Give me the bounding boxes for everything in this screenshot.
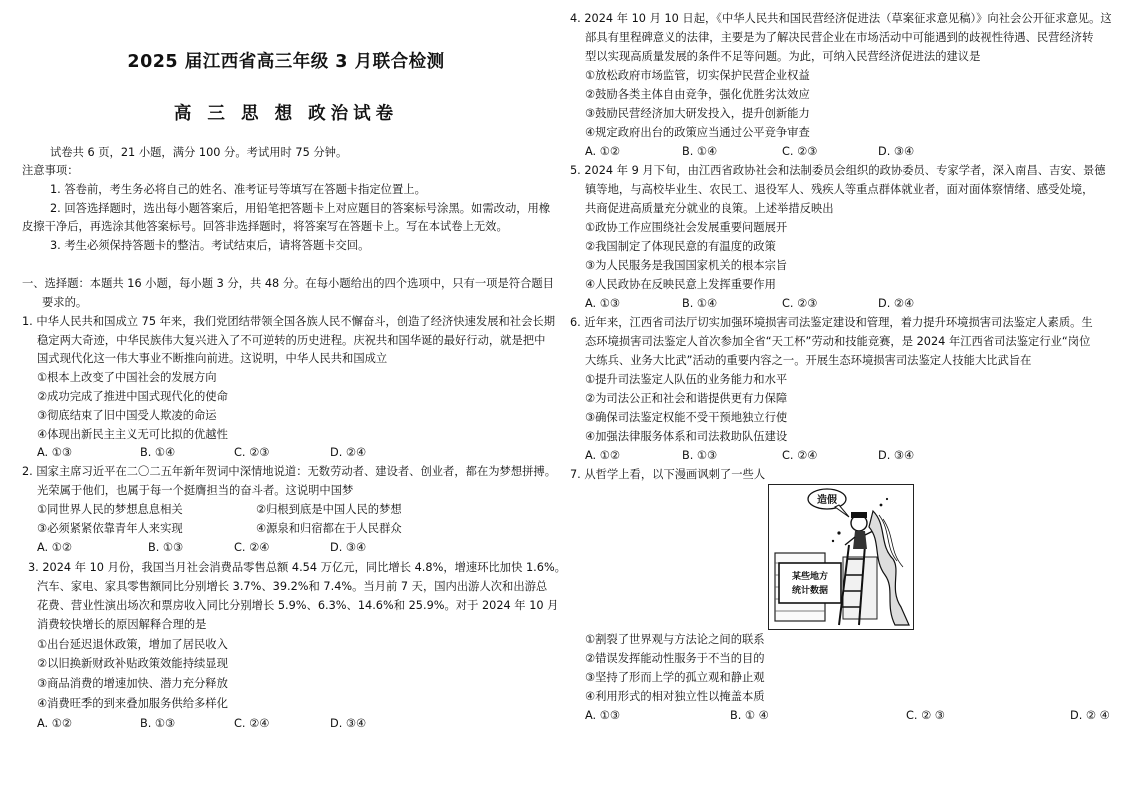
choice-d[interactable]: D. ③④	[330, 717, 367, 730]
choice-b[interactable]: B. ①③	[148, 541, 184, 554]
statement-item: ①政协工作应围绕社会发展重要问题展开	[585, 221, 788, 234]
choice-b[interactable]: B. ①④	[140, 446, 176, 459]
statement-item: ①根本上改变了中国社会的发展方向	[37, 371, 217, 384]
statement-item: ②鼓励各类主体自由竞争，强化优胜劣汰效应	[585, 88, 810, 101]
statement-item: ④加强法律服务体系和司法救助队伍建设	[585, 430, 788, 443]
statement-item: ①放松政府市场监管，切实保护民营企业权益	[585, 69, 810, 82]
choice-c[interactable]: C. ②④	[782, 449, 818, 462]
question-stem: 3. 2024 年 10 月份，我国当月社会消费品零售总额 4.54 万亿元，同比增长 4.8%，增速环比加快 1.6%。	[28, 561, 566, 574]
section-heading-cont: 要求的。	[42, 296, 88, 309]
question-stem: 态环境损害司法鉴定人首次参加全省“天工杯”劳动和技能竞赛，是 2024 年江西省司法鉴定行业“岗位	[585, 335, 1091, 348]
choice-b[interactable]: B. ①③	[682, 449, 718, 462]
choice-c[interactable]: C. ②③	[234, 446, 270, 459]
statement-item: ②以旧换新财政补贴政策效能持续显现	[37, 657, 228, 670]
choice-d[interactable]: D. ③④	[878, 145, 915, 158]
question-stem: 共商促进高质量充分就业的良策。上述举措反映出	[585, 202, 834, 215]
statement-item: ③为人民服务是我国国家机关的根本宗旨	[585, 259, 788, 272]
exam-title: 2025 届江西省高三年级 3 月联合检测	[127, 52, 445, 72]
question-stem: 大练兵、业务大比武”活动的重要内容之一。开展生态环境损害司法鉴定人技能大比武旨在	[585, 354, 1032, 367]
statement-item: ③必须紧紧依靠青年人来实现	[37, 522, 183, 535]
choice-c[interactable]: C. ② ③	[906, 709, 945, 722]
choice-a[interactable]: A. ①②	[37, 717, 72, 730]
question-stem: 光荣属于他们，也属于每一个挺膺担当的奋斗者。这说明中国梦	[37, 484, 354, 497]
question-stem: 国式现代化这一伟大事业不断推向前进。这说明，中华人民共和国成立	[37, 352, 388, 365]
choice-a[interactable]: A. ①③	[37, 446, 72, 459]
exam-subtitle: 高 三 思 想 政治试卷	[173, 104, 399, 124]
question-stem: 4. 2024 年 10 月 10 日起，《中华人民共和国民营经济促进法（草案征求意见稿）》向社会公开征求意见。这	[570, 12, 1112, 25]
choice-a[interactable]: A. ①②	[585, 449, 620, 462]
statement-item: ②归根到底是中国人民的梦想	[256, 503, 402, 516]
question-stem: 1. 中华人民共和国成立 75 年来，我们党团结带领全国各族人民不懈奋斗，创造了经济快速发展和社会长期	[22, 315, 555, 328]
choice-a[interactable]: A. ①②	[585, 145, 620, 158]
statement-item: ④人民政协在反映民意上发挥重要作用	[585, 278, 776, 291]
question-stem: 稳定两大奇迹，中华民族伟大复兴进入了不可逆转的历史进程。庆祝共和国华诞的最好行动，就是把中	[37, 334, 546, 347]
choice-d[interactable]: D. ③④	[330, 541, 367, 554]
choice-b[interactable]: B. ①④	[682, 297, 718, 310]
statement-item: ③商品消费的增速加快、潜力充分释放	[37, 677, 228, 690]
statement-item: ④源泉和归宿都在于人民群众	[256, 522, 402, 535]
choice-d[interactable]: D. ③④	[878, 449, 915, 462]
notice-line: 皮擦干净后，再选涂其他答案标号。回答非选择题时，将答案写在答题卡上。写在本试卷上无效。	[22, 220, 508, 233]
choice-a[interactable]: A. ①②	[37, 541, 72, 554]
choice-c[interactable]: C. ②③	[782, 145, 818, 158]
choice-d[interactable]: D. ② ④	[1070, 709, 1110, 722]
statement-item: ④规定政府出台的政策应当通过公平竞争审查	[585, 126, 810, 139]
statement-item: ②成功完成了推进中国式现代化的使命	[37, 390, 228, 403]
question-stem: 镇等地，与高校毕业生、农民工、退役军人、残疾人等重点群体就业者，面对面体察情绪、感受处境，	[585, 183, 1094, 196]
question-stem: 7. 从哲学上看，以下漫画讽刺了一些人	[570, 468, 766, 481]
choice-c[interactable]: C. ②③	[782, 297, 818, 310]
statement-item: ②我国制定了体现民意的有温度的政策	[585, 240, 776, 253]
question-stem: 消费较快增长的原因解释合理的是	[37, 618, 207, 631]
question-stem: 花费、营业性演出场次和票房收入同比分别增长 5.9%、6.3%、14.6%和 25.9%。对于 2024 年 10 月	[37, 599, 559, 612]
statement-item: ③确保司法鉴定权能不受干预地独立行使	[585, 411, 788, 424]
satire-cartoon	[768, 484, 914, 630]
choice-a[interactable]: A. ①③	[585, 709, 620, 722]
statement-item: ②为司法公正和社会和谐提供更有力保障	[585, 392, 788, 405]
board-text-1: 某些地方	[791, 572, 829, 582]
choice-d[interactable]: D. ②④	[878, 297, 915, 310]
statement-item: ③鼓励民营经济加大研发投入，提升创新能力	[585, 107, 810, 120]
choice-a[interactable]: A. ①③	[585, 297, 620, 310]
statement-item: ④利用形式的相对独立性以掩盖本质	[585, 690, 765, 703]
notice-line: 2. 回答选择题时，选出每小题答案后，用铅笔把答题卡上对应题目的答案标号涂黑。如需改动，用橡	[50, 202, 551, 215]
exam-info: 试卷共 6 页，21 小题，满分 100 分。考试用时 75 分钟。	[50, 146, 348, 159]
cartoon-illustration	[769, 485, 913, 629]
statement-item: ①提升司法鉴定人队伍的业务能力和水平	[585, 373, 788, 386]
question-stem: 5. 2024 年 9 月下旬，由江西省政协社会和法制委员会组织的政协委员、专家学者，深入南昌、吉安、景德	[570, 164, 1106, 177]
choice-b[interactable]: B. ①③	[140, 717, 176, 730]
choice-b[interactable]: B. ①④	[682, 145, 718, 158]
notice-title: 注意事项：	[22, 164, 79, 177]
statement-item: ①割裂了世界观与方法论之间的联系	[585, 633, 765, 646]
notice-line: 3. 考生必须保持答题卡的整洁。考试结束后，请将答题卡交回。	[50, 239, 370, 252]
notice-line: 1. 答卷前，考生务必将自己的姓名、准考证号等填写在答题卡指定位置上。	[50, 183, 426, 196]
statement-item: ②错误发挥能动性服务于不当的目的	[585, 652, 765, 665]
question-stem: 部具有里程碑意义的法律，主要是为了解决民营企业在市场活动中可能遇到的歧视性待遇、民营经济转	[585, 31, 1094, 44]
choice-d[interactable]: D. ②④	[330, 446, 367, 459]
statement-item: ③坚持了形而上学的孤立观和静止观	[585, 671, 765, 684]
question-stem: 型以实现高质量发展的条件不足等问题。为此，可纳入民营经济促进法的建议是	[585, 50, 981, 63]
choice-b[interactable]: B. ① ④	[730, 709, 769, 722]
question-stem: 6. 近年来，江西省司法厅切实加强环境损害司法鉴定建设和管理，着力提升环境损害司法鉴定人素质。生	[570, 316, 1093, 329]
question-stem: 汽车、家电、家具零售额同比分别增长 3.7%、39.2%和 7.4%。当月前 7 天，国内出游人次和出游总	[37, 580, 548, 593]
speech-bubble-text: 造假	[817, 495, 837, 506]
statement-item: ①出台延迟退休政策，增加了居民收入	[37, 638, 228, 651]
statement-item: ④体现出新民主主义无可比拟的优越性	[37, 428, 228, 441]
question-stem: 2. 国家主席习近平在二〇二五年新年贺词中深情地说道：无数劳动者、建设者、创业者，都在为梦想拼搏。	[22, 465, 557, 478]
section-heading: 一、选择题：本题共 16 小题，每小题 3 分，共 48 分。在每小题给出的四个选项中，只有一项是符合题目	[22, 277, 554, 290]
choice-c[interactable]: C. ②④	[234, 717, 270, 730]
choice-c[interactable]: C. ②④	[234, 541, 270, 554]
statement-item: ④消费旺季的到来叠加服务供给多样化	[37, 697, 228, 710]
board-text-2: 统计数据	[791, 586, 829, 596]
statement-item: ①同世界人民的梦想息息相关	[37, 503, 183, 516]
statement-item: ③彻底结束了旧中国受人欺凌的命运	[37, 409, 217, 422]
